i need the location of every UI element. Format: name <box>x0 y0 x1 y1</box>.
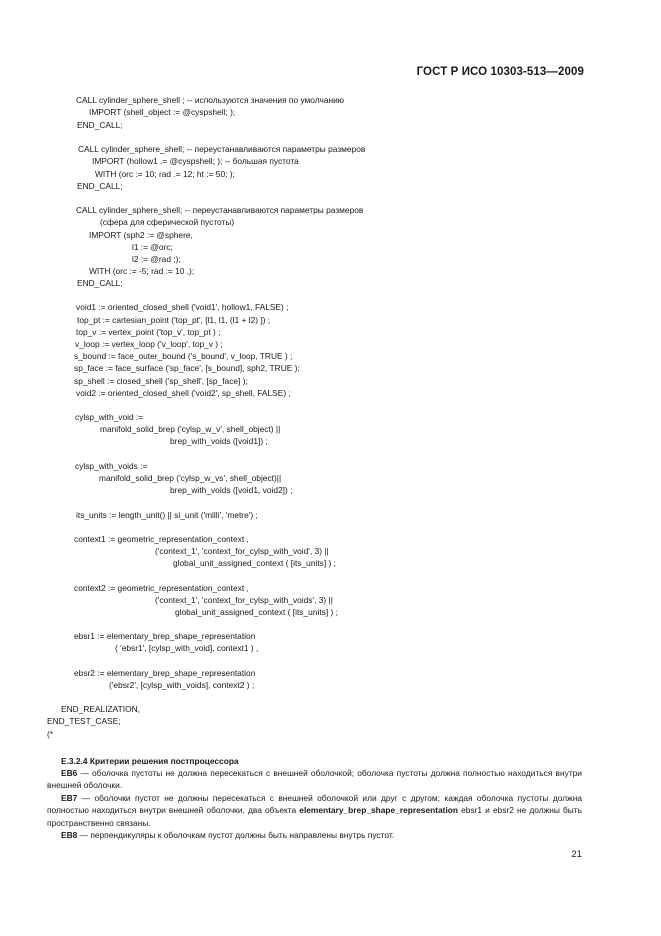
code-line: CALL cylinder_sphere_shell; -- переустанавливаются параметры размеров <box>76 205 364 215</box>
code-line: void2 := oriented_closed_shell ('void2', sp_shell, FALSE) ; <box>76 388 291 398</box>
code-line: v_loop := vertex_loop ('v_loop', top_v ) ; <box>75 339 223 349</box>
code-line: ('context_1', 'context_for_cylsp_with_voids', 3) || <box>155 595 333 605</box>
code-line: END_CALL; <box>77 278 123 288</box>
code-line: cylsp_with_voids := <box>75 461 148 471</box>
code-line: ebsr2 := elementary_brep_shape_representation <box>74 668 256 678</box>
criterion-text: — перпендикуляры к оболочкам пустот должны быть направлены внутрь пустот. <box>77 830 395 840</box>
code-line: cylsp_with_void := <box>75 412 144 422</box>
criterion-eb8 <box>47 829 582 841</box>
code-line: (* <box>47 729 54 739</box>
code-line: END_TEST_CASE; <box>47 716 121 726</box>
code-line: global_unit_assigned_context ( [its_units] ) ; <box>173 558 336 568</box>
section-heading-text: Е.3.2.4 Критерии решения постпроцессора <box>61 756 239 766</box>
code-line: manifold_solid_brep ('cylsp_w_v', shell_object) || <box>100 424 281 434</box>
code-line: brep_with_voids ([void1]) ; <box>170 436 268 446</box>
code-line: ('ebsr2', [cylsp_with_voids], context2 ) ; <box>109 680 255 690</box>
code-line: WITH (orc := -5; rad := 10 ,); <box>89 266 195 276</box>
code-line: END_CALL; <box>77 120 123 130</box>
section-heading <box>47 755 582 767</box>
criterion-label: ЕВ6 <box>61 768 78 778</box>
criterion-text: — оболочка пустоты не должна пересекаться с внешней оболочкой; оболочка пустоты должна полностью находиться внутри внешней оболочки. <box>47 768 582 791</box>
entity-name: elementary_brep_shape_representation <box>299 805 459 816</box>
criterion-text: — оболочки пустот не должны пересекаться с внешней оболочкой или друг с другом; каждая оболочка пустоты должна полностью находиться внутри внешней оболочки, два объекта <box>47 793 582 816</box>
criterion-eb7 <box>47 792 582 829</box>
code-listing <box>0 0 366 739</box>
standard-header: ГОСТ Р ИСО 10303-513—2009 <box>416 66 584 78</box>
code-line: brep_with_voids ([void1, void2]) ; <box>170 485 293 495</box>
criterion-text: ebsr1 и ebsr2 не должны быть пространственно связаны. <box>47 805 582 828</box>
code-line: top_v := vertex_point ('top_v', top_pt ) ; <box>76 327 221 337</box>
code-line: void1 := oriented_closed_shell ('void1', hollow1, FALSE) ; <box>76 302 289 312</box>
code-line: END_REALIZATION, <box>61 704 140 714</box>
criterion-eb6 <box>47 767 582 792</box>
code-line: global_unit_assigned_context ( [its_units] ) ; <box>175 607 338 617</box>
criterion-label: ЕВ8 <box>61 830 78 840</box>
code-line: WITH (orc := 10; rad .= 12; ht := 50; ); <box>95 169 235 179</box>
code-line: ( 'ebsr1', [cylsp_with_void], context1 ) , <box>115 643 259 653</box>
code-line: (сфера для сферической пустоты) <box>100 217 235 227</box>
code-line: ('context_1', 'context_for_cylsp_with_void', 3) || <box>155 546 329 556</box>
code-line: top_pt := cartesian_point ('top_pt', [l1, l1, (l1 + l2) ]) ; <box>77 315 271 325</box>
code-line: CALL cylinder_sphere_shell ; -- используются значения по умолчанию <box>76 95 345 105</box>
code-line: sp_face := face_surface ('sp_face', [s_bound], sph2, TRUE ); <box>74 363 300 373</box>
code-line: s_bound := face_outer_bound ('s_bound', v_loop, TRUE ) ; <box>74 351 293 361</box>
code-line: l1 := @orc; <box>132 242 173 252</box>
code-line: IMPORT (shell_object := @cyspshell; ); <box>89 107 236 117</box>
code-line: context2 := geometric_representation_context , <box>74 583 249 593</box>
code-line: context1 := geometric_representation_context , <box>74 534 249 544</box>
code-line: CALL cylinder_sphere_shell; -- переустанавливаются параметры размеров <box>78 144 366 154</box>
criterion-label: ЕВ7 <box>61 793 78 803</box>
code-line: IMPORT (hollow1 .= @cyspshell; ); -- большая пустота <box>92 156 299 166</box>
code-line: END_CALL; <box>77 181 123 191</box>
code-line: manifold_solid_brep ('cylsp_w_vs', shell_object)|| <box>99 473 282 483</box>
code-line: l2 := @rad ;); <box>132 254 181 264</box>
code-line: IMPORT (sph2 := @sphere, <box>89 230 193 240</box>
code-line: sp_shell := closed_shell ('sp_shell', [sp_face] ); <box>74 376 248 386</box>
code-line: its_units := length_unit() || si_unit ('milli', 'metre') ; <box>76 510 258 520</box>
page-number: 21 <box>571 849 582 860</box>
code-line: ebsr1 := elementary_brep_shape_representation <box>74 631 256 641</box>
